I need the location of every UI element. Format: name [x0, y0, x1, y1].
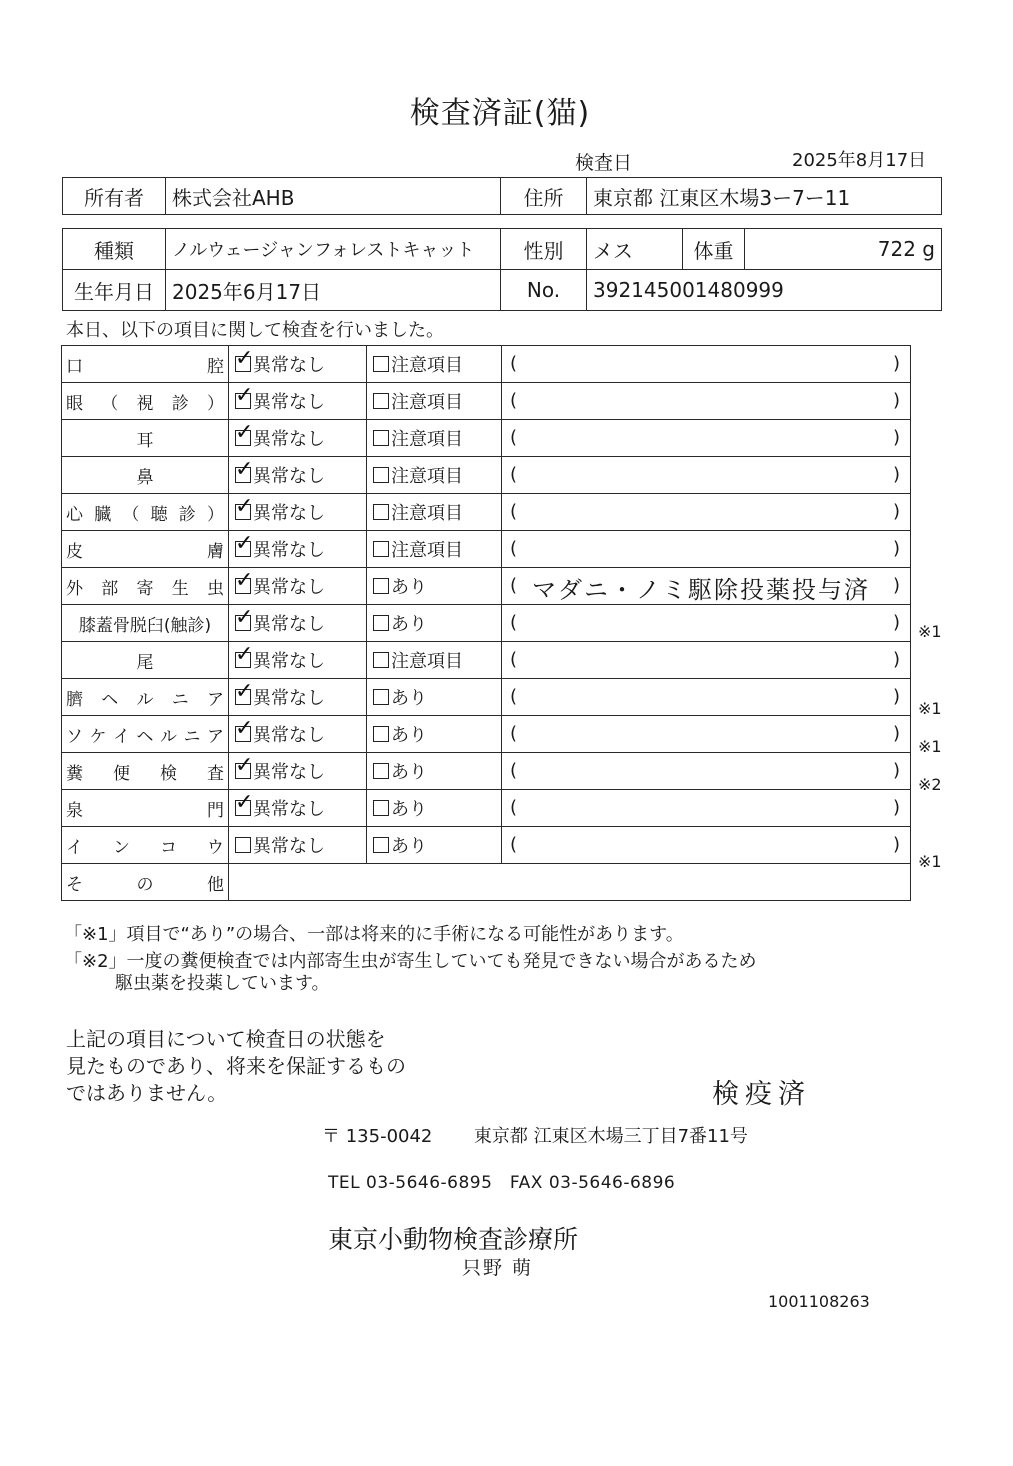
check-item-char: 眼	[66, 393, 83, 414]
option-normal-label: 異常なし	[253, 651, 325, 672]
option-normal-label: 異常なし	[253, 725, 325, 746]
check-option-normal	[229, 383, 367, 420]
paren-open: (	[510, 797, 518, 818]
option-flag-label: あり	[391, 614, 427, 635]
check-item-char: 口	[66, 356, 83, 377]
option-flag-label: 注意項目	[391, 503, 463, 524]
owner-label: 所有者	[63, 178, 166, 215]
footnote-3: 駆虫薬を投薬しています。	[115, 973, 330, 994]
check-item-char: ニ	[183, 726, 201, 747]
check-note	[502, 716, 911, 753]
check-item-char: 診	[171, 393, 189, 414]
check-item-char: 糞	[66, 763, 83, 784]
footnote-marker: ※1	[918, 737, 942, 756]
check-item-text	[66, 685, 224, 710]
paren-close: )	[892, 427, 900, 448]
check-item-label	[62, 642, 229, 679]
check-item-text	[66, 389, 224, 414]
check-item-label	[62, 383, 229, 420]
check-item-label	[62, 457, 229, 494]
check-option-normal	[229, 716, 367, 753]
no-value: 392145001480999	[587, 270, 942, 311]
check-item-char: ケ	[89, 726, 107, 747]
checkbox-normal[interactable]	[235, 467, 251, 483]
checkbox-normal[interactable]	[235, 763, 251, 779]
check-option-flag	[367, 605, 502, 642]
option-flag-label: 注意項目	[391, 651, 463, 672]
paren-open: (	[510, 649, 518, 670]
check-item-char: ア	[207, 689, 224, 710]
checkbox-normal[interactable]	[235, 578, 251, 594]
check-note	[502, 827, 911, 864]
check-item-label	[62, 790, 229, 827]
checkbox-normal[interactable]	[235, 615, 251, 631]
checkbox-normal[interactable]	[235, 837, 251, 853]
check-item-char: 便	[113, 763, 130, 784]
check-note	[502, 420, 911, 457]
check-option-flag	[367, 420, 502, 457]
address-label: 住所	[501, 178, 587, 215]
checkbox-normal[interactable]	[235, 393, 251, 409]
check-item-text: 尾	[136, 652, 154, 673]
check-item-label	[62, 420, 229, 457]
checkbox-flag[interactable]	[373, 430, 389, 446]
check-note	[502, 531, 911, 568]
option-flag-label: あり	[391, 725, 427, 746]
check-item-char: 門	[207, 800, 224, 821]
option-normal-label: 異常なし	[253, 392, 325, 413]
checkbox-flag[interactable]	[373, 837, 389, 853]
other-label-char: の	[136, 874, 154, 895]
owner-value: 株式会社AHB	[166, 178, 501, 215]
paren-open: (	[510, 575, 518, 596]
paren-close: )	[892, 723, 900, 744]
check-item-text	[66, 759, 224, 784]
check-note	[502, 568, 911, 605]
paren-open: (	[510, 538, 518, 559]
footnote-2: 「※2」一度の糞便検査では内部寄生虫が寄生していても発見できない場合があるため	[64, 951, 757, 972]
check-item-char: 膚	[207, 541, 224, 562]
check-option-normal	[229, 568, 367, 605]
check-option-normal	[229, 753, 367, 790]
footnote-marker: ※1	[918, 622, 942, 642]
check-note	[502, 679, 911, 716]
check-item-text	[66, 500, 224, 525]
other-row	[62, 864, 911, 901]
sex-label: 性別	[501, 229, 587, 270]
check-item-label	[62, 531, 229, 568]
check-item-char: 聴	[150, 504, 168, 525]
check-option-normal	[229, 679, 367, 716]
check-option-flag	[367, 642, 502, 679]
check-item-label	[62, 605, 229, 642]
other-label-char: 他	[207, 874, 224, 895]
breed-label: 種類	[63, 229, 166, 270]
check-option-normal	[229, 531, 367, 568]
check-note	[502, 346, 911, 383]
checkbox-flag[interactable]	[373, 393, 389, 409]
option-flag-label: あり	[391, 688, 427, 709]
sex-value: メス	[587, 229, 683, 270]
checkbox-normal[interactable]	[235, 504, 251, 520]
check-item-char: ニ	[171, 689, 189, 710]
clinic-postal: 〒 135-0042	[322, 1126, 433, 1147]
clinic-address: 東京都 江東区木場三丁目7番11号	[473, 1126, 748, 1147]
exam-date-value: 2025年8月17日	[792, 150, 927, 171]
check-row	[62, 457, 911, 494]
check-option-flag	[367, 679, 502, 716]
check-item-char: ン	[113, 837, 130, 858]
check-item-char: ウ	[207, 837, 224, 858]
check-item-char: 査	[207, 763, 224, 784]
pet-table	[62, 228, 942, 311]
clinic-tel-fax: TEL 03-5646-6895 FAX 03-5646-6896	[328, 1173, 676, 1193]
check-item-text: 鼻	[136, 467, 154, 488]
paren-close: )	[892, 464, 900, 485]
checkbox-normal[interactable]	[235, 689, 251, 705]
option-normal-label: 異常なし	[253, 762, 325, 783]
checkbox-normal[interactable]	[235, 652, 251, 668]
check-item-text	[66, 352, 224, 377]
check-option-flag	[367, 716, 502, 753]
dob-value: 2025年6月17日	[166, 270, 501, 311]
paren-close: )	[892, 612, 900, 633]
check-item-char: 虫	[207, 578, 224, 599]
check-option-normal	[229, 457, 367, 494]
check-option-normal	[229, 605, 367, 642]
check-item-char: ）	[206, 504, 224, 525]
check-row	[62, 790, 911, 827]
paren-close: )	[892, 538, 900, 559]
check-item-char: 寄	[136, 578, 154, 599]
check-option-normal	[229, 420, 367, 457]
paren-open: (	[510, 612, 518, 633]
check-item-char: 視	[136, 393, 154, 414]
check-row	[62, 383, 911, 420]
checkbox-flag[interactable]	[373, 652, 389, 668]
check-row	[62, 642, 911, 679]
check-item-char: 臓	[94, 504, 112, 525]
paren-open: (	[510, 501, 518, 522]
paren-open: (	[510, 686, 518, 707]
check-item-char: （	[122, 504, 140, 525]
check-option-flag	[367, 494, 502, 531]
check-item-char: 検	[160, 763, 177, 784]
vet-name: 只野 萌	[462, 1257, 534, 1279]
check-option-normal	[229, 494, 367, 531]
paren-close: )	[892, 760, 900, 781]
check-item-label	[62, 568, 229, 605]
paren-open: (	[510, 834, 518, 855]
footnote-marker: ※1	[918, 851, 942, 871]
check-item-char: 皮	[66, 541, 83, 562]
check-row	[62, 679, 911, 716]
check-item-char: 外	[66, 578, 83, 599]
option-flag-label: 注意項目	[391, 392, 463, 413]
option-flag-label: あり	[391, 577, 427, 598]
check-option-flag	[367, 753, 502, 790]
check-item-char: 腔	[207, 356, 224, 377]
option-normal-label: 異常なし	[253, 466, 325, 487]
footnote-marker: ※1	[918, 698, 942, 718]
check-item-char: 部	[101, 578, 119, 599]
paren-close: )	[892, 390, 900, 411]
check-item-char: コ	[160, 837, 177, 858]
paren-open: (	[510, 427, 518, 448]
weight-value: 722 g	[745, 229, 942, 270]
check-item-label	[62, 716, 229, 753]
no-label: No.	[501, 270, 587, 311]
check-option-normal	[229, 827, 367, 864]
check-item-label	[62, 494, 229, 531]
check-item-text	[66, 796, 224, 821]
check-item-char: ヘ	[136, 726, 154, 747]
check-item-char: イ	[113, 726, 130, 747]
check-option-flag	[367, 827, 502, 864]
other-label-char: そ	[66, 874, 83, 895]
checkbox-flag[interactable]	[373, 726, 389, 742]
checkbox-flag[interactable]	[373, 689, 389, 705]
check-item-char: 臍	[66, 689, 83, 710]
option-normal-label: 異常なし	[253, 836, 325, 857]
check-item-text	[66, 537, 224, 562]
check-item-text	[66, 574, 224, 599]
option-normal-label: 異常なし	[253, 577, 325, 598]
footnote-1: 「※1」項目で“あり”の場合、一部は将来的に手術になる可能性があります。	[64, 924, 684, 945]
check-item-text	[66, 833, 224, 858]
check-row	[62, 827, 911, 864]
checkbox-flag[interactable]	[373, 615, 389, 631]
check-item-char: （	[101, 393, 119, 414]
clinic-address-line	[322, 1122, 748, 1148]
paren-close: )	[892, 575, 900, 596]
option-normal-label: 異常なし	[253, 799, 325, 820]
paren-close: )	[892, 834, 900, 855]
check-row	[62, 716, 911, 753]
option-flag-label: あり	[391, 762, 427, 783]
option-normal-label: 異常なし	[253, 540, 325, 561]
check-note	[502, 642, 911, 679]
check-item-text: 膝蓋骨脱臼(触診)	[78, 615, 212, 636]
check-item-char: ル	[136, 689, 154, 710]
check-note	[502, 753, 911, 790]
check-option-normal	[229, 642, 367, 679]
clinic-name: 東京小動物検査診療所	[328, 1225, 579, 1254]
checkbox-flag[interactable]	[373, 763, 389, 779]
option-flag-label: 注意項目	[391, 540, 463, 561]
check-item-char: イ	[66, 837, 83, 858]
check-note	[502, 494, 911, 531]
paren-open: (	[510, 390, 518, 411]
check-item-text	[66, 722, 224, 747]
paren-open: (	[510, 464, 518, 485]
checkbox-normal[interactable]	[235, 356, 251, 372]
option-normal-label: 異常なし	[253, 355, 325, 376]
check-item-char: 生	[171, 578, 189, 599]
check-option-flag	[367, 790, 502, 827]
check-item-label	[62, 827, 229, 864]
quarantine-stamp: 検疫済	[712, 1079, 811, 1110]
checkbox-normal[interactable]	[235, 541, 251, 557]
option-normal-label: 異常なし	[253, 429, 325, 450]
paren-open: (	[510, 760, 518, 781]
option-flag-label: 注意項目	[391, 355, 463, 376]
option-normal-label: 異常なし	[253, 688, 325, 709]
checkbox-flag[interactable]	[373, 467, 389, 483]
checkbox-flag[interactable]	[373, 504, 389, 520]
weight-label: 体重	[683, 229, 745, 270]
check-option-flag	[367, 457, 502, 494]
check-item-label	[62, 346, 229, 383]
disclaimer-statement: 上記の項目について検査日の状態を 見たものであり、将来を保証するもの ではありません。	[66, 1027, 406, 1105]
check-option-flag	[367, 346, 502, 383]
check-row	[62, 531, 911, 568]
checkbox-flag[interactable]	[373, 800, 389, 816]
paren-open: (	[510, 723, 518, 744]
paren-close: )	[892, 797, 900, 818]
paren-close: )	[892, 501, 900, 522]
owner-table	[62, 177, 942, 215]
check-table	[61, 345, 911, 901]
exam-date-label: 検査日	[575, 152, 633, 174]
note-text: マダニ・ノミ駆除投薬投与済	[532, 576, 870, 604]
option-flag-label: あり	[391, 836, 427, 857]
check-option-normal	[229, 346, 367, 383]
serial-number: 1001108263	[768, 1292, 870, 1311]
check-option-flag	[367, 383, 502, 420]
dob-label: 生年月日	[63, 270, 166, 311]
check-note	[502, 790, 911, 827]
check-option-flag	[367, 568, 502, 605]
paren-close: )	[892, 649, 900, 670]
check-option-normal	[229, 790, 367, 827]
paren-close: )	[892, 353, 900, 374]
checkbox-normal[interactable]	[235, 726, 251, 742]
paren-close: )	[892, 686, 900, 707]
checkbox-normal[interactable]	[235, 800, 251, 816]
check-note	[502, 605, 911, 642]
checkbox-normal[interactable]	[235, 430, 251, 446]
check-item-char: 心	[66, 504, 83, 525]
check-row	[62, 605, 911, 642]
check-item-char: ア	[207, 726, 224, 747]
check-item-char: ヘ	[101, 689, 119, 710]
check-row	[62, 494, 911, 531]
option-normal-label: 異常なし	[253, 614, 325, 635]
address-value: 東京都 江東区木場3ー7ー11	[587, 178, 942, 215]
checkbox-flag[interactable]	[373, 578, 389, 594]
check-item-text: 耳	[136, 430, 154, 451]
option-normal-label: 異常なし	[253, 503, 325, 524]
check-item-char: ル	[160, 726, 177, 747]
paren-open: (	[510, 353, 518, 374]
checkbox-flag[interactable]	[373, 541, 389, 557]
intro-text: 本日、以下の項目に関して検査を行いました。	[66, 320, 444, 341]
check-note	[502, 457, 911, 494]
other-label	[66, 870, 224, 895]
check-note	[502, 383, 911, 420]
check-row	[62, 753, 911, 790]
option-flag-label: 注意項目	[391, 466, 463, 487]
check-item-char: ソ	[66, 726, 83, 747]
footnote-marker: ※2	[918, 775, 942, 795]
other-label-cell	[62, 864, 229, 901]
check-item-label	[62, 679, 229, 716]
check-item-label	[62, 753, 229, 790]
check-item-char: ）	[207, 393, 224, 414]
check-row	[62, 568, 911, 605]
breed-value: ノルウェージャンフォレストキャット	[166, 229, 501, 270]
option-flag-label: あり	[391, 799, 427, 820]
check-option-flag	[367, 531, 502, 568]
document-title: 検査済証(猫)	[409, 96, 591, 131]
other-value	[229, 864, 911, 901]
checkbox-flag[interactable]	[373, 356, 389, 372]
option-flag-label: 注意項目	[391, 429, 463, 450]
check-row	[62, 346, 911, 383]
check-row	[62, 420, 911, 457]
check-item-char: 泉	[66, 800, 83, 821]
check-item-char: 診	[178, 504, 196, 525]
